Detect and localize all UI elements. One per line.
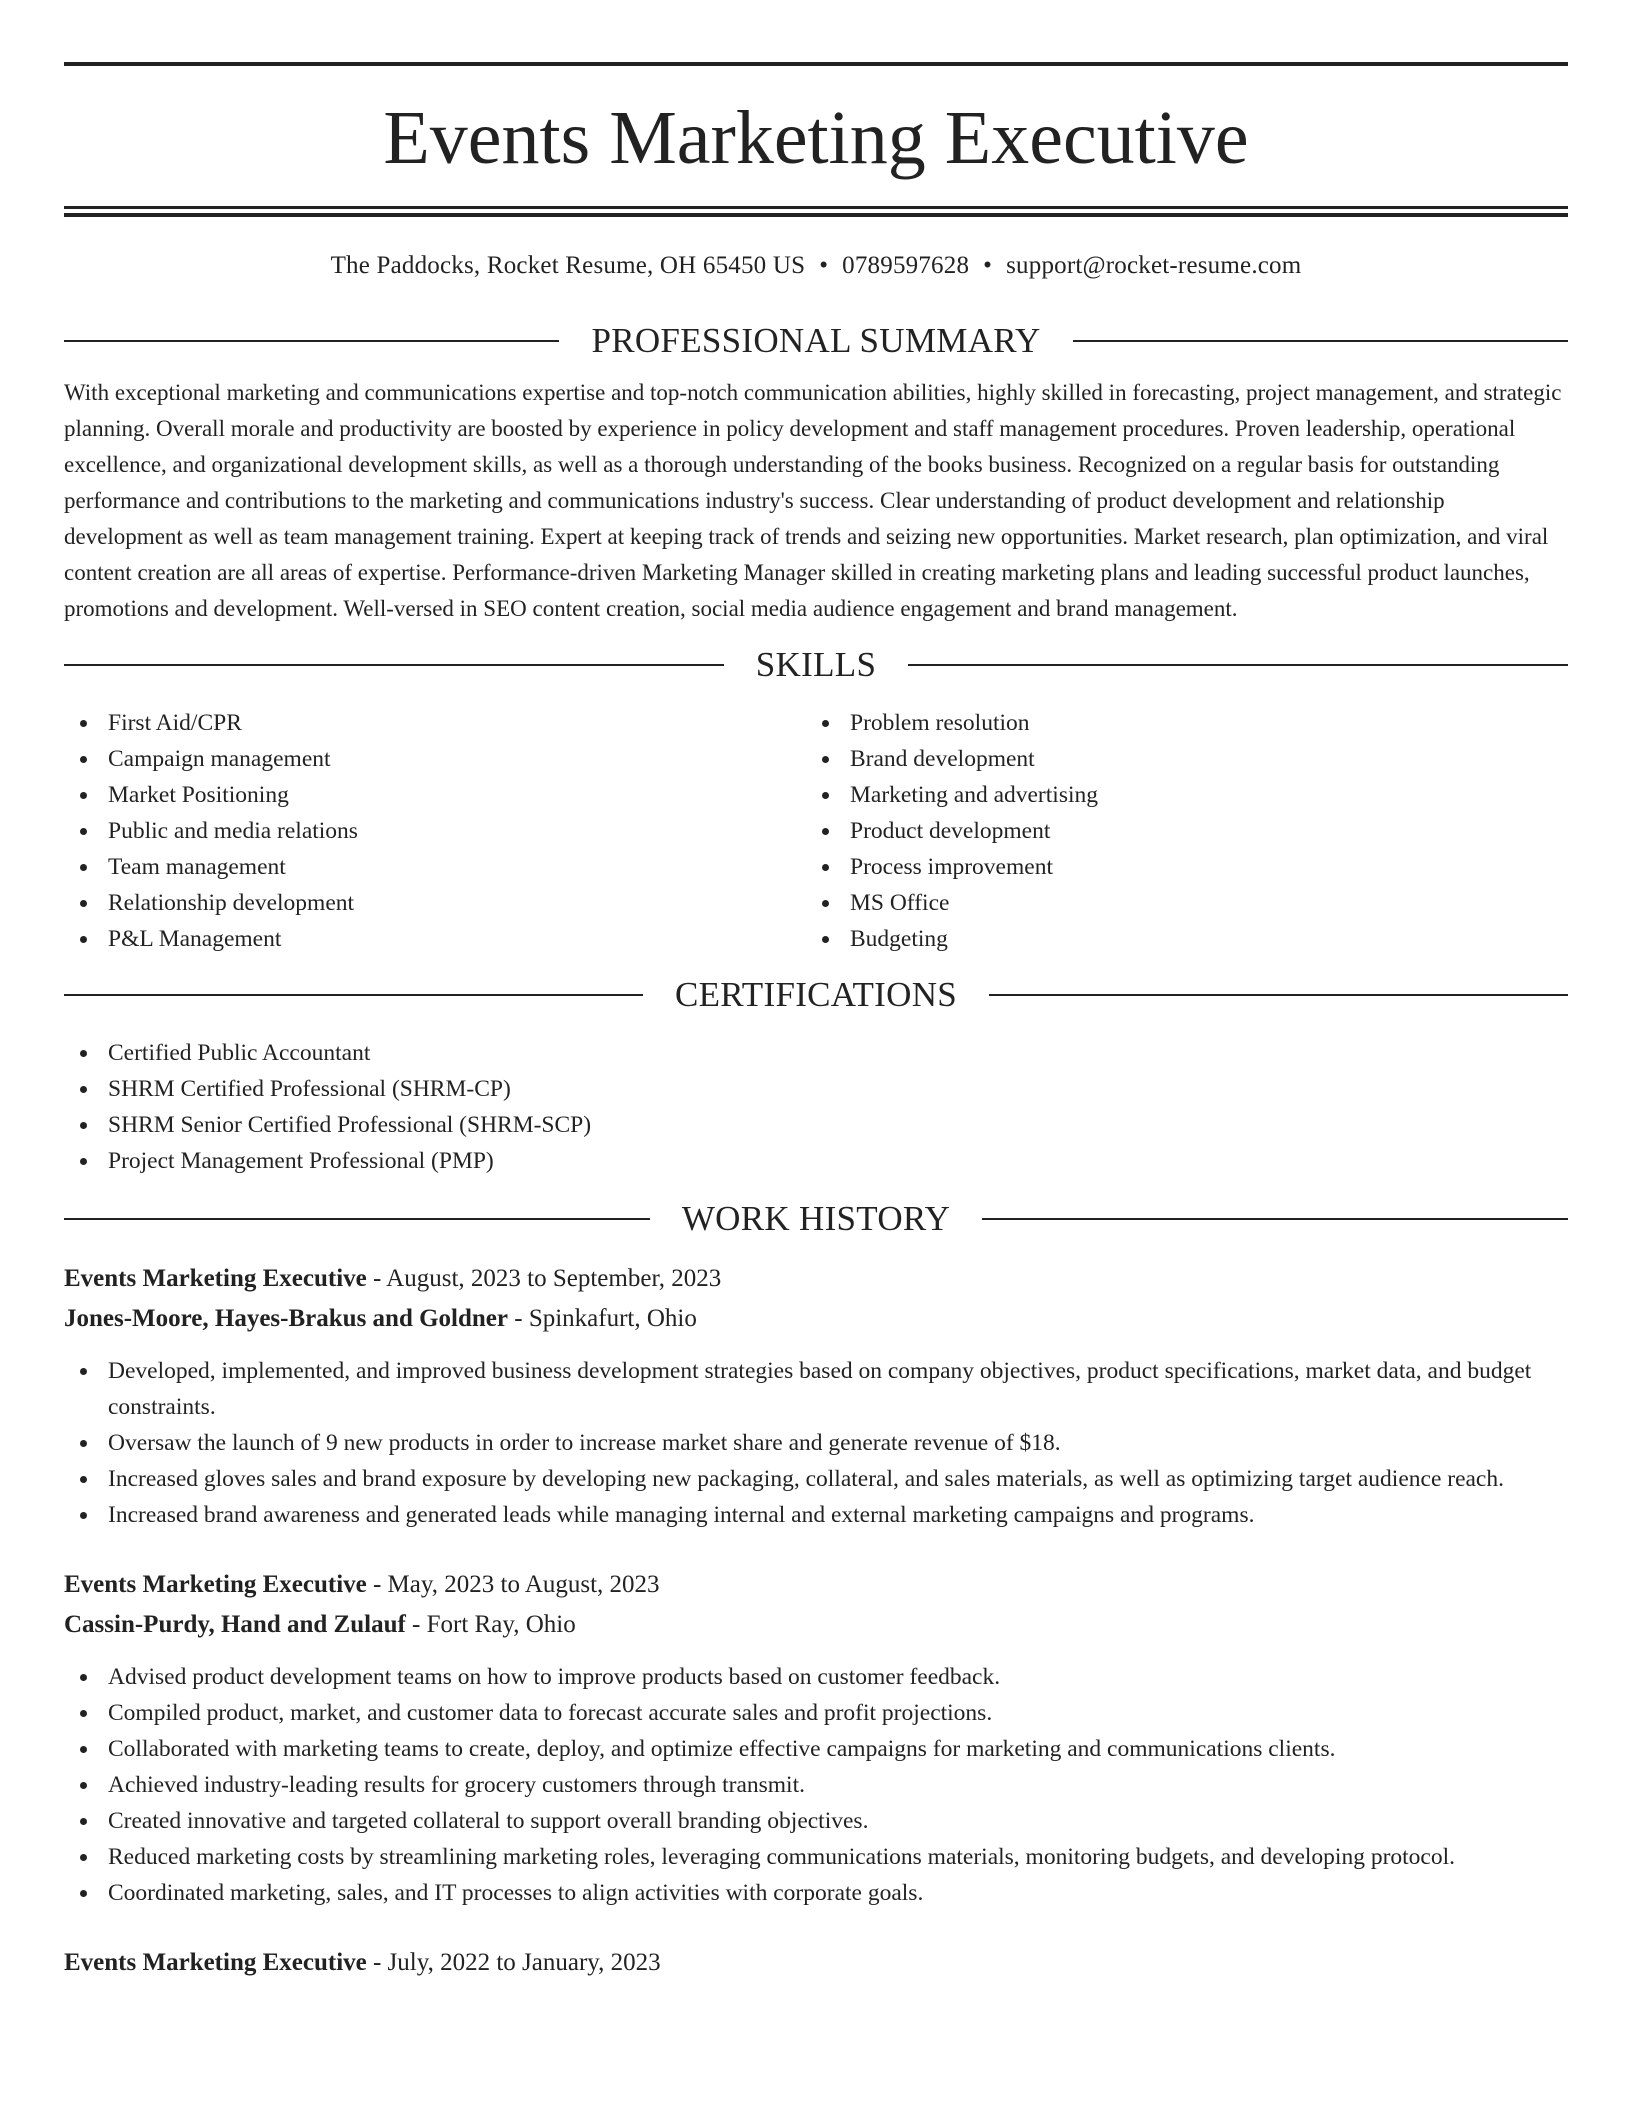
certifications-heading: [64, 975, 1568, 1015]
job-bullet: Created innovative and targeted collateral to support overall branding objectives.: [64, 1803, 1568, 1839]
job-company: Cassin-Purdy, Hand and Zulauf: [64, 1611, 406, 1638]
certification-item: SHRM Senior Certified Professional (SHRM-SCP): [64, 1107, 1568, 1143]
job-title-line: [64, 1943, 1568, 1983]
skill-item: Product development: [806, 813, 1548, 849]
certifications-list: [64, 1035, 1568, 1179]
job-bullet: Increased brand awareness and generated leads while managing internal and external marketing campaigns and programs.: [64, 1497, 1568, 1533]
heading-rule: [64, 994, 643, 996]
heading-rule: [989, 994, 1568, 996]
job-bullet: Increased gloves sales and brand exposure by developing new packaging, collateral, and sales materials, as well as optimizing target audience reach.: [64, 1461, 1568, 1497]
job-location: - Fort Ray, Ohio: [405, 1611, 576, 1638]
contact-email: support@rocket-resume.com: [1006, 252, 1302, 279]
skill-item: Brand development: [806, 741, 1548, 777]
heading-rule: [64, 1218, 650, 1220]
job-dates: - May, 2023 to August, 2023: [366, 1571, 660, 1598]
job-company-line: [64, 1299, 1568, 1339]
work-heading: [64, 1199, 1568, 1239]
heading-rule: [908, 664, 1568, 666]
job-title-line: [64, 1259, 1568, 1299]
job-bullets: [64, 1353, 1568, 1533]
skill-item: P&L Management: [64, 921, 806, 957]
summary-text: With exceptional marketing and communications expertise and top-notch communication abilities, highly skilled in forecasting, project management, and strategic planning. Overall morale and productivity are boosted by experience in policy development and staff management procedures. Proven leadership, operational excellence, and organizational development skills, as well as a thorough understanding of the books business. Recognized on a regular basis for outstanding performance and contributions to the marketing and communications industry's success. Clear understanding of product development and relationship development as well as team management training. Expert at keeping track of trends and seizing new opportunities. Market research, plan optimization, and viral content creation are all areas of expertise. Performance-driven Marketing Manager skilled in creating marketing plans and leading successful product launches, promotions and development. Well-versed in SEO content creation, social media audience engagement and brand management.: [64, 380, 1562, 621]
job-title: Events Marketing Executive: [64, 1571, 367, 1598]
job-bullet: Coordinated marketing, sales, and IT processes to align activities with corporate goals.: [64, 1875, 1568, 1911]
job-title: Events Marketing Executive: [64, 1949, 367, 1976]
certification-item: SHRM Certified Professional (SHRM-CP): [64, 1071, 1568, 1107]
heading-rule: [982, 1218, 1568, 1220]
skill-item: MS Office: [806, 885, 1548, 921]
job-bullet: Achieved industry-leading results for grocery customers through transmit.: [64, 1767, 1568, 1803]
skill-item: Budgeting: [806, 921, 1548, 957]
skill-item: Campaign management: [64, 741, 806, 777]
job-title: Events Marketing Executive: [64, 1265, 367, 1292]
skill-item: Public and media relations: [64, 813, 806, 849]
skills-grid: [64, 705, 1568, 957]
heading-rule: [64, 340, 559, 342]
heading-rule: [64, 664, 724, 666]
skills-right-list: [806, 705, 1548, 957]
skill-item: Process improvement: [806, 849, 1548, 885]
job-company: Jones-Moore, Hayes-Brakus and Goldner: [64, 1305, 508, 1332]
skill-item: Market Positioning: [64, 777, 806, 813]
work-history: [64, 1259, 1568, 1983]
job-entry: [64, 1565, 1568, 1911]
skill-item: Problem resolution: [806, 705, 1548, 741]
contact-line: [64, 251, 1568, 281]
certification-item: Certified Public Accountant: [64, 1035, 1568, 1071]
job-bullets: [64, 1659, 1568, 1911]
job-bullet: Collaborated with marketing teams to create, deploy, and optimize effective campaigns for marketing and communications clients.: [64, 1731, 1568, 1767]
contact-separator: •: [983, 252, 993, 279]
top-rule: [64, 62, 1568, 66]
certifications-heading-text: CERTIFICATIONS: [674, 975, 958, 1014]
job-location: - Spinkafurt, Ohio: [508, 1305, 697, 1332]
job-entry: [64, 1259, 1568, 1533]
header-double-rule: [64, 206, 1568, 217]
certification-item: Project Management Professional (PMP): [64, 1143, 1568, 1179]
heading-rule: [1073, 340, 1568, 342]
skill-item: Team management: [64, 849, 806, 885]
job-company-line: [64, 1605, 1568, 1645]
skills-heading: [64, 645, 1568, 685]
job-entry: [64, 1943, 1568, 1983]
contact-address: The Paddocks, Rocket Resume, OH 65450 US: [330, 252, 806, 279]
job-title-line: [64, 1565, 1568, 1605]
skill-item: First Aid/CPR: [64, 705, 806, 741]
job-dates: - August, 2023 to September, 2023: [366, 1265, 722, 1292]
resume-page: [64, 0, 1568, 1983]
skill-item: Relationship development: [64, 885, 806, 921]
skills-heading-text: SKILLS: [755, 645, 877, 684]
job-bullet: Advised product development teams on how to improve products based on customer feedback.: [64, 1659, 1568, 1695]
skill-item: Marketing and advertising: [806, 777, 1548, 813]
summary-heading: [64, 321, 1568, 361]
job-dates: - July, 2022 to January, 2023: [366, 1949, 661, 1976]
contact-phone: 0789597628: [842, 252, 970, 279]
job-bullet: Reduced marketing costs by streamlining marketing roles, leveraging communications materials, monitoring budgets, and developing protocol.: [64, 1839, 1568, 1875]
skills-left-list: [64, 705, 806, 957]
work-heading-text: WORK HISTORY: [681, 1199, 951, 1238]
contact-separator: •: [819, 252, 829, 279]
job-bullet: Oversaw the launch of 9 new products in order to increase market share and generate revenue of $18.: [64, 1425, 1568, 1461]
summary-heading-text: PROFESSIONAL SUMMARY: [591, 321, 1041, 360]
job-bullet: Developed, implemented, and improved business development strategies based on company objectives, product specifications, market data, and budget constraints.: [64, 1353, 1568, 1425]
job-bullet: Compiled product, market, and customer data to forecast accurate sales and profit projections.: [64, 1695, 1568, 1731]
resume-name: Events Marketing Executive: [383, 96, 1249, 180]
